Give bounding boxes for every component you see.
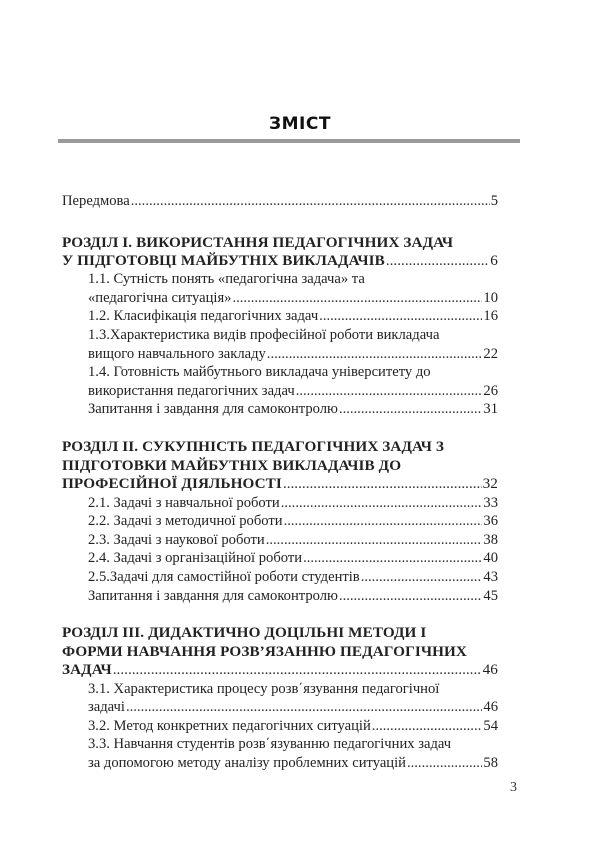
toc-item-2-1[interactable] [88,494,498,513]
dot-leader [303,549,482,568]
toc-item-line: 1.3.Характеристика видів професійної роботи викладача [88,326,440,343]
toc-item-line: 3.3. Навчання студентів розв΄язуванню педагогічних задач [88,736,452,753]
toc-entry-text: 3.2. Метод конкретних педагогічних ситуацій [88,717,371,734]
toc-entry-text: 2.2. Задачі з методичної роботи [88,513,283,530]
dot-leader [131,192,490,211]
toc-page-number: 58 [483,755,498,772]
toc-item-2-2[interactable] [88,512,498,531]
toc-item-line: 1.4. Готовність майбутнього викладача університету до [88,364,431,381]
toc-item-2-4[interactable] [88,549,498,568]
dot-leader [407,754,482,773]
toc-page-number: 22 [483,345,498,362]
section-heading-entry[interactable] [62,661,498,680]
dot-leader [267,345,483,364]
toc-item-1-questions[interactable] [88,400,498,419]
section-heading-entry[interactable] [62,252,498,271]
dot-leader [386,252,489,271]
toc-page-number: 46 [482,661,498,679]
toc-item-3-3[interactable] [88,754,498,773]
toc-entry-preface[interactable] [62,192,498,211]
toc-page-number: 54 [483,717,498,734]
toc-entry-text: 2.3. Задачі з наукової роботи [88,531,265,548]
title-rule [58,139,520,143]
section-heading-line: РОЗДІЛ ІІ. СУКУПНІСТЬ ПЕДАГОГІЧНИХ ЗАДАЧ З [62,437,445,455]
toc-page-number: 26 [483,382,498,399]
toc-entry-text: задачі [88,699,125,716]
toc-entry-text: використання педагогічних задач [88,382,295,399]
section-heading-line: ПІДГОТОВКИ МАЙБУТНІХ ВИКЛАДАЧІВ ДО [62,456,402,474]
dot-leader [284,512,483,531]
toc-item-3-1[interactable] [88,698,498,717]
dot-leader [232,289,482,308]
toc-section-3 [62,623,498,680]
toc-page-number: 43 [483,568,498,585]
toc-entry-text: Передмова [62,193,130,209]
toc-item-1-2[interactable] [88,307,498,326]
toc-entry-text: 2.4. Задачі з організаційної роботи [88,550,303,567]
toc-item-2-5[interactable] [88,568,498,587]
section-heading-text: ЗАДАЧ [62,661,112,679]
toc-section-1-items [62,270,498,419]
toc-item-2-questions[interactable] [88,587,498,606]
toc-section-1 [62,233,498,271]
toc-page-number: 32 [482,474,498,492]
page-title: ЗМІСТ [269,114,331,134]
toc-page-number: 36 [483,513,498,530]
toc-item-1-4[interactable] [88,382,498,401]
toc-section-2 [62,437,498,494]
toc-section-2-items [62,494,498,606]
dot-leader [319,307,482,326]
toc-entry-text: 2.1. Задачі з навчальної роботи [88,494,280,511]
toc-page-number: 5 [490,193,498,209]
page-number: 3 [510,780,517,795]
dot-leader [339,400,482,419]
toc-page-number: 33 [483,494,498,511]
section-heading-line: РОЗДІЛ ІІІ. ДИДАКТИЧНО ДОЦІЛЬНІ МЕТОДИ І [62,624,427,642]
toc-item-1-1[interactable] [88,289,498,308]
toc-page-number: 16 [483,308,498,325]
dot-leader [266,531,483,550]
section-heading-entry[interactable] [62,475,498,494]
dot-leader [361,568,483,587]
toc-entry-text: «педагогічна ситуація» [88,289,232,306]
dot-leader [339,587,482,606]
dot-leader [372,717,483,736]
toc-page-number: 10 [483,289,498,306]
dot-leader [113,661,482,680]
toc-entry-text: вищого навчального закладу [88,345,266,362]
toc-entry-text: 2.5.Задачі для самостійної роботи студентів [88,568,360,585]
toc-page-number: 45 [483,587,498,604]
toc-page-number: 6 [490,251,498,269]
toc-entry-text: за допомогою методу аналізу проблемних ситуацій [88,755,406,772]
toc-entry-text: Запитання і завдання для самоконтролю [88,587,338,604]
toc-entry-text: 1.2. Класифікація педагогічних задач [88,308,319,325]
dot-leader [281,494,483,513]
dot-leader [296,382,483,401]
toc-item-1-3[interactable] [88,345,498,364]
toc-page-number: 46 [483,699,498,716]
section-heading-line: ФОРМИ НАВЧАННЯ РОЗВ’ЯЗАННЮ ПЕДАГОГІЧНИХ [62,643,467,661]
toc-item-2-3[interactable] [88,531,498,550]
toc-item-3-2[interactable] [88,717,498,736]
toc-page-number: 38 [483,531,498,548]
section-heading-text: У ПІДГОТОВЦІ МАЙБУТНІХ ВИКЛАДАЧІВ [62,251,385,269]
toc-section-3-items [62,680,498,773]
toc-page-number: 40 [483,550,498,567]
dot-leader [283,475,482,494]
section-heading-line: РОЗДІЛ І. ВИКОРИСТАННЯ ПЕДАГОГІЧНИХ ЗАДАЧ [62,233,454,251]
table-of-contents [62,192,498,773]
toc-entry-text: Запитання і завдання для самоконтролю [88,401,338,418]
toc-item-line: 1.1. Сутність понять «педагогічна задача» та [88,271,365,288]
dot-leader [126,698,482,717]
section-heading-text: ПРОФЕСІЙНОЇ ДІЯЛЬНОСТІ [62,474,282,492]
toc-item-line: 3.1. Характеристика процесу розв΄язування педагогічної [88,680,440,697]
toc-page-number: 31 [483,401,498,418]
